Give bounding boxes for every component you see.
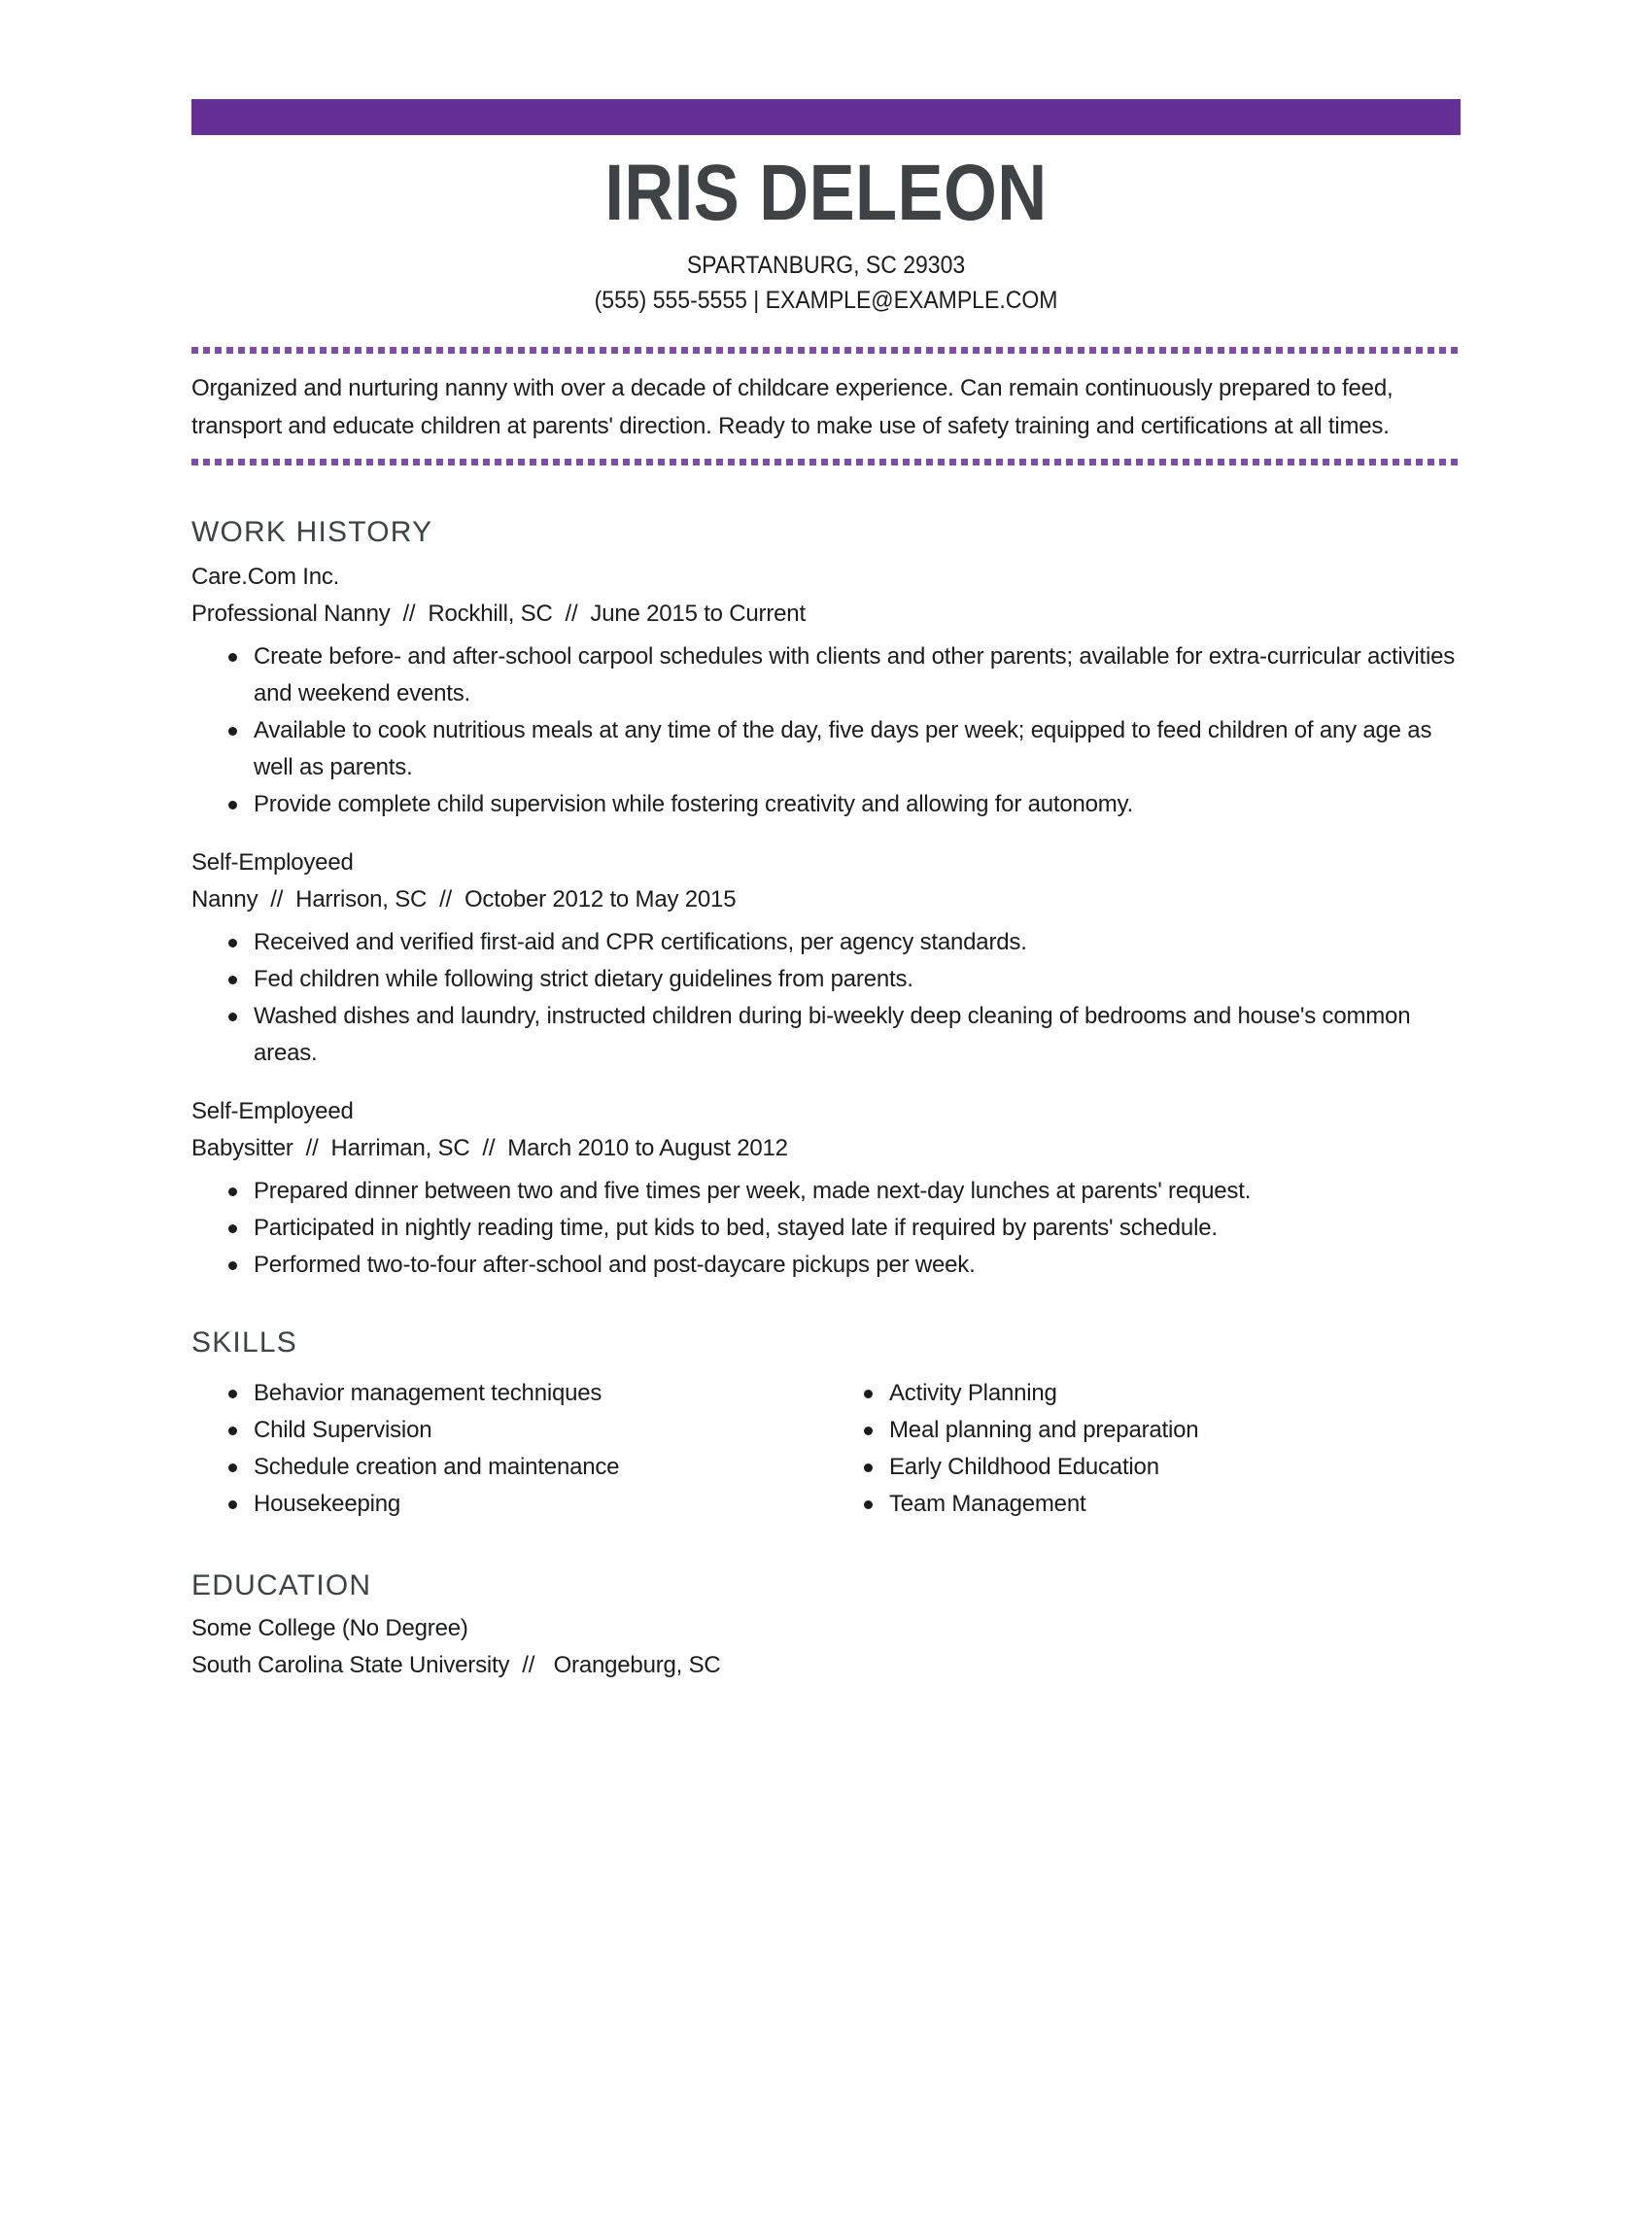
job-bullet: Fed children while following strict dietary guidelines from parents. [191, 961, 1461, 998]
job-employer: Care.Com Inc. [191, 564, 340, 590]
skills-columns [191, 1369, 1461, 1523]
job-bullet: Washed dishes and laundry, instructed children during bi-weekly deep cleaning of bedrooms and house's common areas. [191, 998, 1461, 1072]
skill-item: Activity Planning [827, 1375, 1461, 1412]
candidate-phone-email: (555) 555-5555 | EXAMPLE@EXAMPLE.COM [594, 287, 1058, 314]
candidate-location: SPARTANBURG, SC 29303 [686, 252, 966, 279]
job-bullet-list [191, 1173, 1461, 1284]
job-title-line: Nanny // Harrison, SC // October 2012 to May 2015 [191, 886, 737, 912]
job-bullet-list [191, 924, 1461, 1072]
dotted-divider-top [191, 347, 1461, 354]
education-school-line: South Carolina State University // Orangeburg, SC [191, 1652, 721, 1678]
professional-summary: Organized and nurturing nanny with over a decade of childcare experience. Can remain continuously prepared to feed, transport and educate children at parents' direction. Ready to make use of safety training and certifications at all times. [191, 375, 1394, 439]
contact-block [191, 248, 1461, 318]
skills-section [191, 1325, 1461, 1523]
work-history-heading: WORK HISTORY [191, 516, 433, 548]
skills-list-right [827, 1375, 1461, 1523]
job-entry [191, 844, 1461, 1072]
job-bullet: Performed two-to-four after-school and post-daycare pickups per week. [191, 1247, 1461, 1284]
job-bullet-list [191, 638, 1461, 823]
skill-item: Behavior management techniques [191, 1375, 827, 1412]
dotted-divider-bottom [191, 459, 1461, 465]
job-entry [191, 1093, 1461, 1284]
resume-page [0, 99, 1652, 2237]
job-bullet: Available to cook nutritious meals at any time of the day, five days per week; equipped to feed children of any age as well as parents. [191, 712, 1461, 786]
job-entry [191, 559, 1461, 823]
job-bullet: Prepared dinner between two and five times per week, made next-day lunches at parents' request. [191, 1173, 1461, 1210]
job-employer: Self-Employeed [191, 1098, 354, 1124]
job-bullet: Received and verified first-aid and CPR certifications, per agency standards. [191, 924, 1461, 961]
job-bullet: Participated in nightly reading time, put kids to bed, stayed late if required by parents' schedule. [191, 1210, 1461, 1247]
education-entry [191, 1610, 1461, 1684]
job-bullet: Create before- and after-school carpool schedules with clients and other parents; available for extra-curricular activities and weekend events. [191, 638, 1461, 712]
skill-item: Schedule creation and maintenance [191, 1449, 827, 1486]
skill-item: Early Childhood Education [827, 1449, 1461, 1486]
education-heading: EDUCATION [191, 1569, 372, 1601]
job-employer: Self-Employeed [191, 849, 354, 876]
skill-item: Child Supervision [191, 1412, 827, 1449]
job-title-line: Babysitter // Harriman, SC // March 2010 to August 2012 [191, 1135, 788, 1161]
job-bullet: Provide complete child supervision while fostering creativity and allowing for autonomy. [191, 786, 1461, 823]
work-history-section [191, 514, 1461, 1284]
skills-heading: SKILLS [191, 1326, 297, 1359]
candidate-name: IRIS DELEON [604, 149, 1048, 237]
resume-header [191, 149, 1461, 318]
skill-item: Team Management [827, 1486, 1461, 1523]
accent-top-bar [191, 99, 1461, 135]
skill-item: Meal planning and preparation [827, 1412, 1461, 1449]
skill-item: Housekeeping [191, 1486, 827, 1523]
skills-list-left [191, 1375, 827, 1523]
job-title-line: Professional Nanny // Rockhill, SC // June 2015 to Current [191, 601, 806, 627]
resume-document [191, 99, 1461, 1684]
education-section [191, 1567, 1461, 1684]
education-degree: Some College (No Degree) [191, 1615, 468, 1641]
